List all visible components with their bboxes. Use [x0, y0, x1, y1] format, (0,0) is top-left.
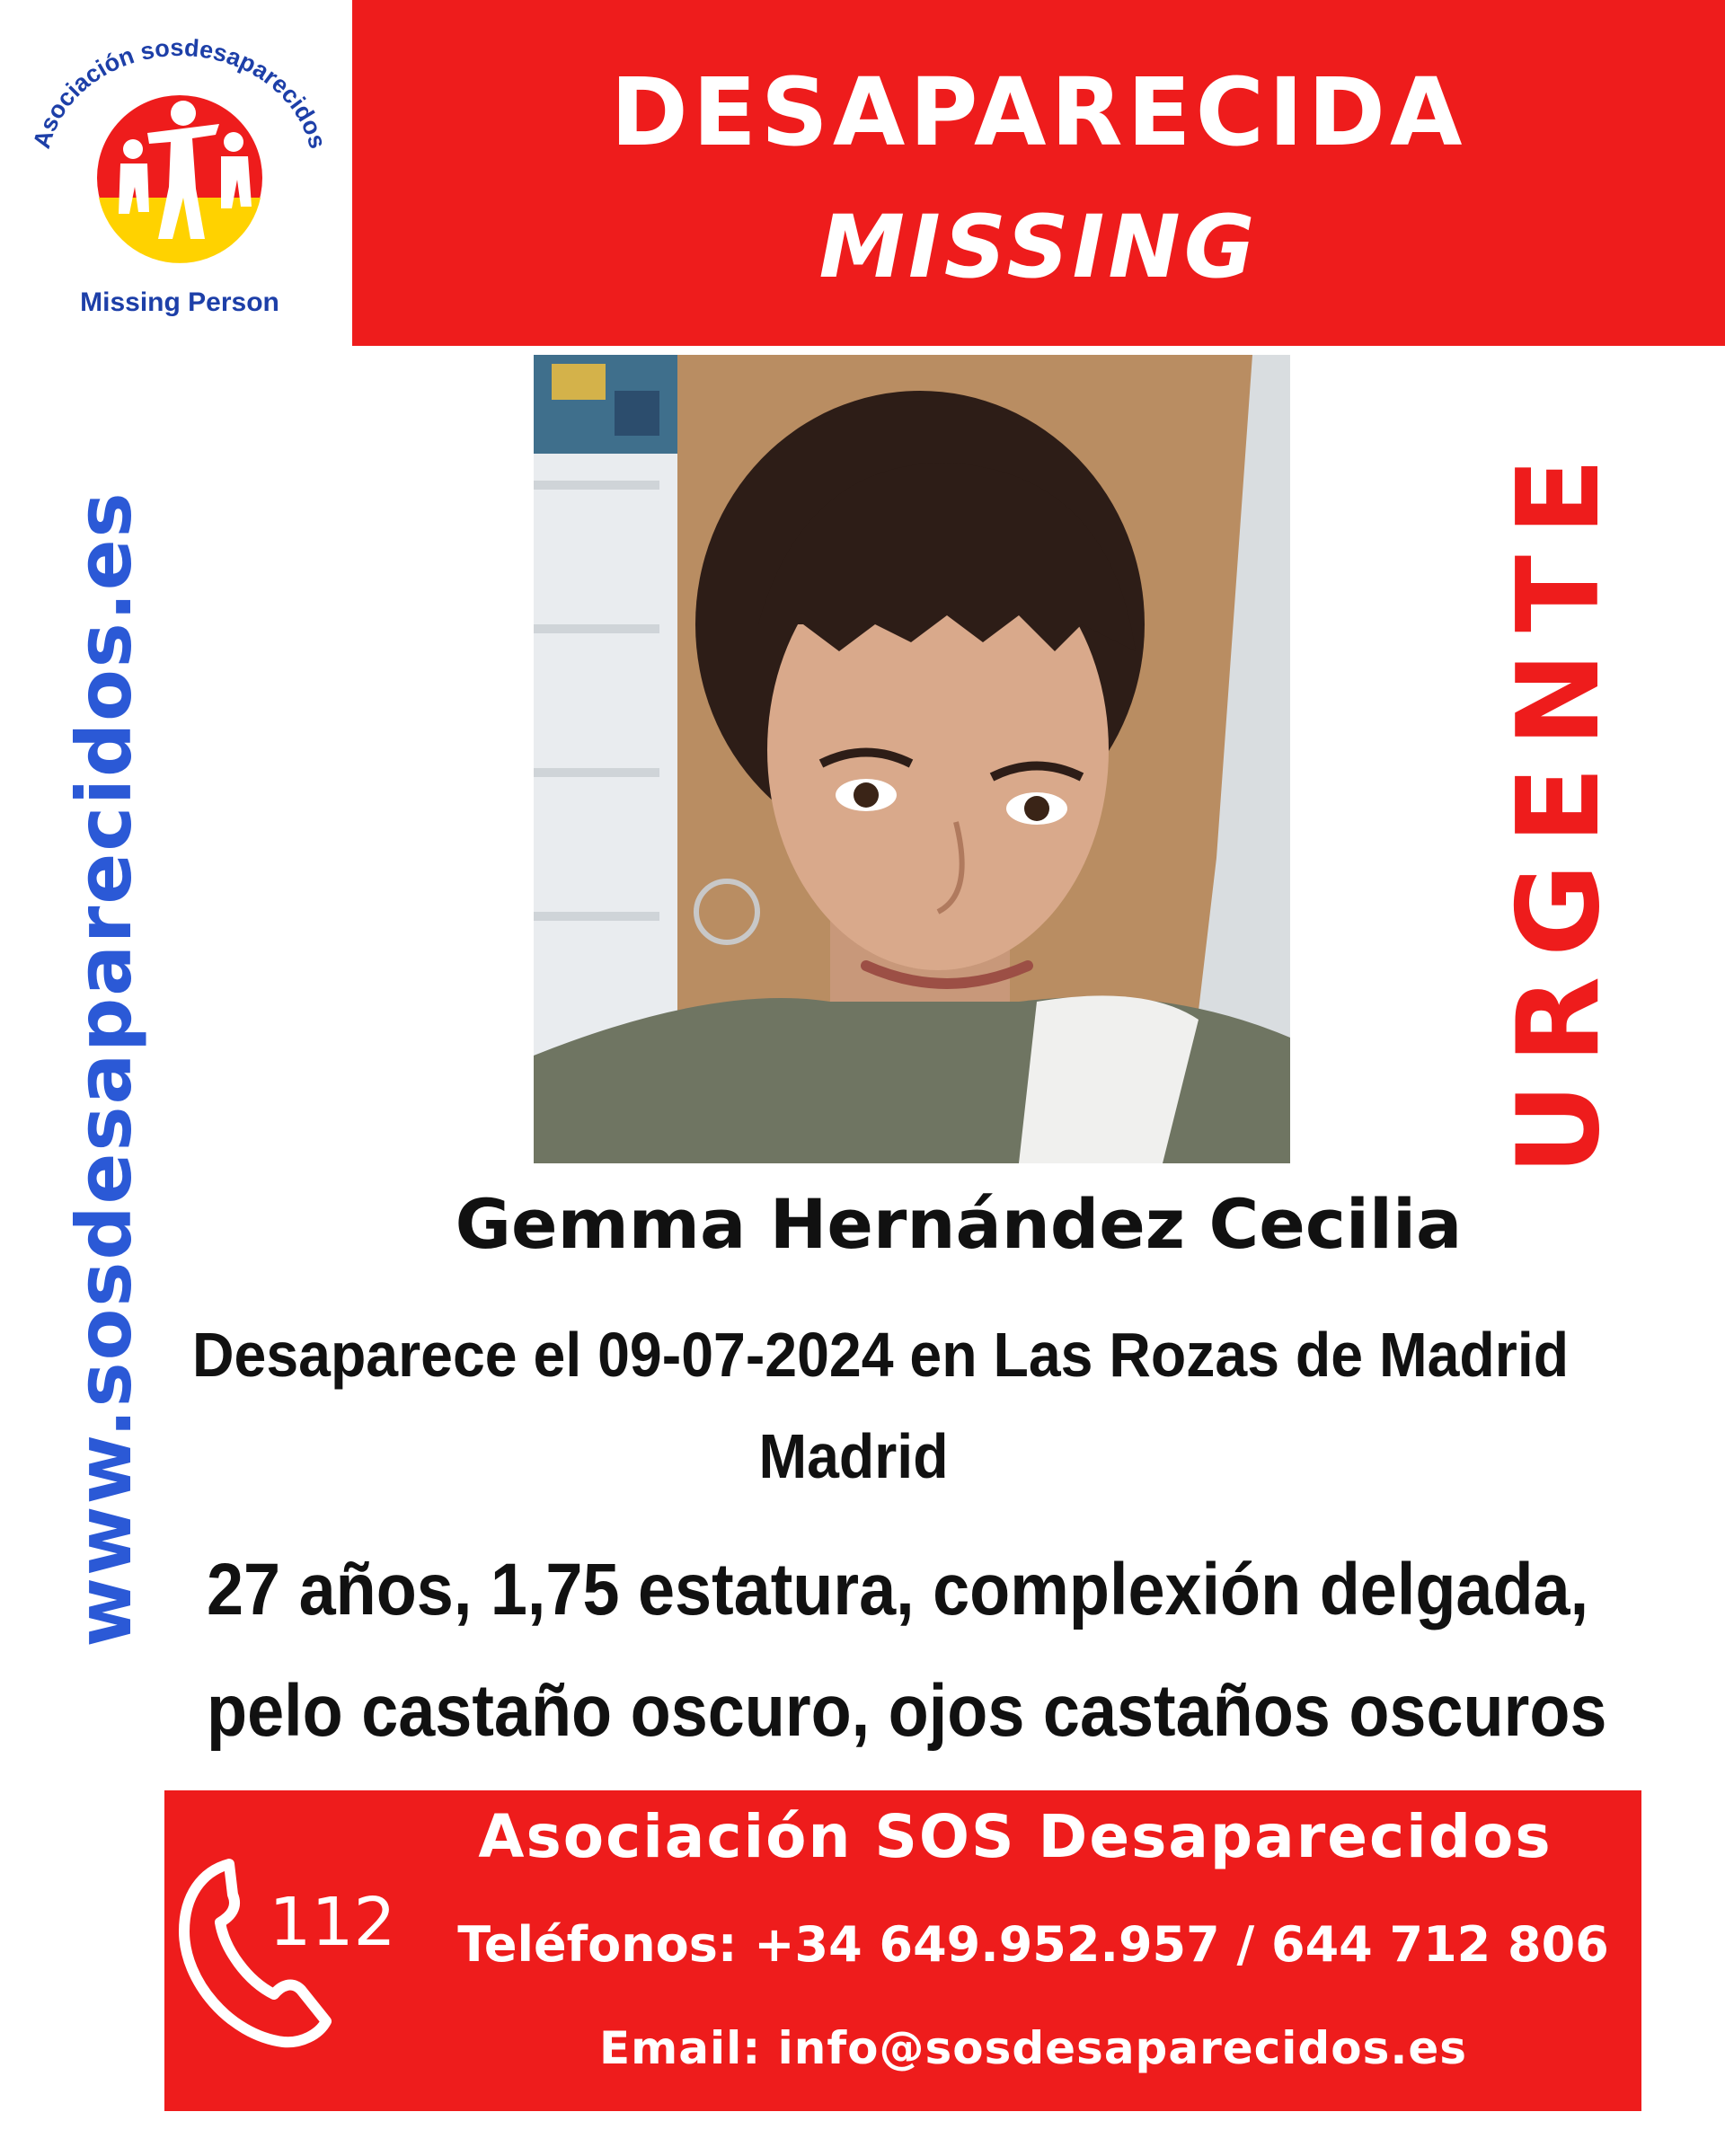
urgent-vertical-text: URGENTE [1492, 437, 1624, 1176]
logo-arc-text: Asociación sosdesaparecidos [28, 36, 332, 152]
logo-caption: Missing Person [80, 287, 279, 317]
association-logo [13, 36, 347, 323]
contact-phones: Teléfonos: +34 649.952.957 / 644 712 806 [457, 1916, 1609, 1973]
physical-description-line-2: pelo castaño oscuro, ojos castaños oscuros [207, 1670, 1607, 1752]
association-name: Asociación SOS Desaparecidos [478, 1802, 1552, 1871]
header-title: DESAPARECIDA [610, 57, 1467, 167]
emergency-number: 112 [269, 1884, 396, 1961]
disappearance-city: Madrid [758, 1421, 949, 1491]
disappearance-details: Desaparece el 09-07-2024 en Las Rozas de Madrid [192, 1320, 1570, 1390]
contact-email: Email: info@sosdesaparecidos.es [598, 2022, 1468, 2074]
header-subtitle: MISSING [818, 197, 1259, 297]
website-vertical-text: www.sosdesaparecidos.es [60, 490, 148, 1648]
person-name: Gemma Hernández Cecilia [455, 1184, 1463, 1264]
missing-person-photo [534, 355, 1290, 1163]
physical-description-line-1: 27 años, 1,75 estatura, complexión delgada, [207, 1549, 1589, 1630]
